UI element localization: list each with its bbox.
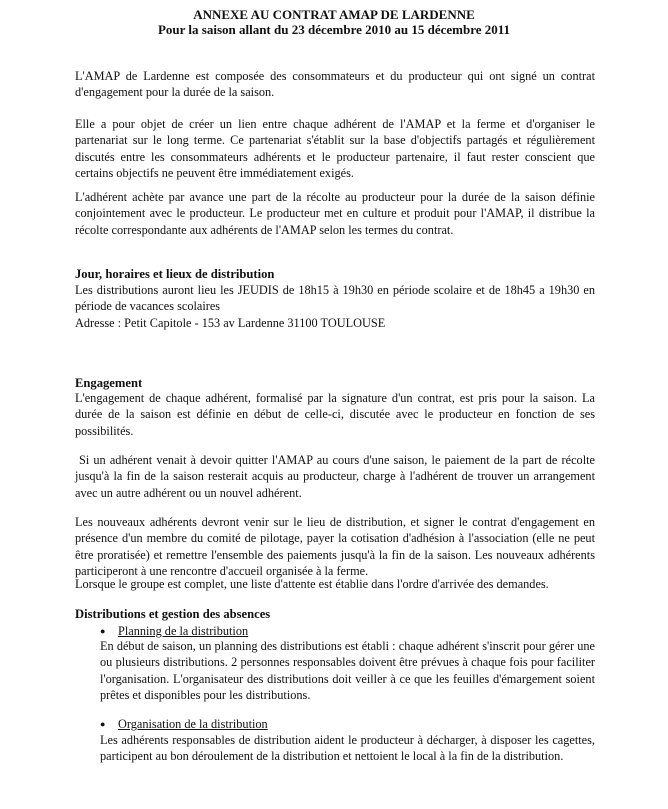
distribution-schedule-text: Les distributions auront lieu les JEUDIS de 18h15 à 19h30 en période scolaire et de 18h45 a 19h30 en période de vacances scolaires [75, 283, 595, 314]
list-item-text: En début de saison, un planning des distributions est établi : chaque adhérent s'inscrit pour gérer une ou plusieurs distributions. 2 personnes responsables doivent être prévues à chaque fois pour faciliter l'organisation. L'organisateur des distributions doit veiller à ce que les feuilles d'émargement soient prêtes et disponibles pour les distributions. [100, 639, 595, 702]
list-item-label: Organisation de la distribution [118, 717, 268, 731]
engagement-paragraph-1: L'engagement de chaque adhérent, formalisé par la signature d'un contrat, est pris pour la saison. La durée de la saison est définie en début de celle-ci, discutée avec le producteur en fonction de ses possibilités. [75, 391, 595, 438]
list-item-label: Planning de la distribution [118, 624, 249, 638]
engagement-paragraph-3: Les nouveaux adhérents devront venir sur le lieu de distribution, et signer le contrat d'engagement en présence d'un membre du comité de pilotage, payer la cotisation d'adhésion à l'association (elle ne peut être proratisée) et remettre l'ensemble des paiements jusqu'à la fin de la saison. Les nouveaux adhérents participeront à une rencontre d'accueil organisée à la ferme. [75, 515, 595, 578]
document-subtitle: Pour la saison allant du 23 décembre 2010 au 15 décembre 2011 [157, 22, 511, 37]
document-title: ANNEXE AU CONTRAT AMAP DE LARDENNE [193, 7, 475, 22]
engagement-paragraph-2: Si un adhérent venait à devoir quitter l'AMAP au cours d'une saison, le paiement de la part de récolte jusqu'à la fin de la saison resterait acquis au producteur, charge à l'adhérent de trouver un arrangement avec un autre adhérent ou un nouvel adhérent. [75, 453, 595, 500]
engagement-heading: Engagement [75, 376, 143, 390]
bullet-icon: ● [100, 626, 106, 636]
absences-heading: Distributions et gestion des absences [75, 607, 271, 621]
distribution-heading: Jour, horaires et lieux de distribution [75, 267, 275, 281]
distribution-address: Adresse : Petit Capitole - 153 av Lardenne 31100 TOULOUSE [75, 316, 386, 330]
engagement-paragraph-4: Lorsque le groupe est complet, une liste d'attente est établie dans l'ordre d'arrivée des demandes. [75, 577, 549, 591]
intro-paragraph-2: Elle a pour objet de créer un lien entre chaque adhérent de l'AMAP et la ferme et d'organiser le partenariat sur le long terme. Ce partenariat s'établit sur la base d'objectifs partagés et régulièrement discutés entre les consommateurs adhérents et le producteur partenaire, il faut rester conscient que certains objectifs ne peuvent être immédiatement exigés. [75, 117, 595, 180]
list-item-text: Les adhérents responsables de distribution aident le producteur à décharger, à disposer les cagettes, participent au bon déroulement de la distribution et nettoient le local à la fin de la distribution. [100, 733, 595, 764]
bullet-icon: ● [100, 719, 106, 729]
intro-paragraph-3: L'adhérent achète par avance une part de la récolte au producteur pour la durée de la saison définie conjointement avec le producteur. Le producteur met en culture et produit pour l'AMAP, il distribue la récolte correspondante aux adhérents de l'AMAP selon les termes du contrat. [75, 190, 595, 237]
intro-paragraph-1: L'AMAP de Lardenne est composée des consommateurs et du producteur qui ont signé un contrat d'engagement pour la durée de la saison. [75, 69, 595, 100]
